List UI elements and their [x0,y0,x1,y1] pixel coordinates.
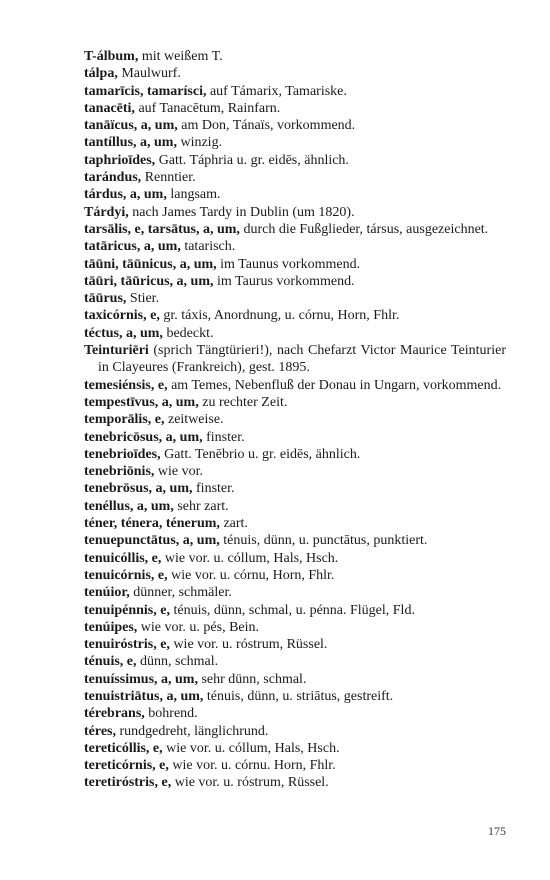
entry-definition: zeitweise. [164,412,224,428]
entry-definition: rundgedreht, länglichrund. [116,723,269,739]
entry-definition: ténuis, dünn, schmal, u. pénna. Flügel, Fld. [169,602,415,618]
entry-lemma: tanacēti, [84,100,135,116]
entry-definition: am Don, Tánaïs, vorkommend. [177,118,356,134]
dictionary-entry [84,342,506,377]
entry-lemma: téner, ténera, ténerum, [84,516,220,532]
dictionary-entry [84,186,506,203]
entry-lemma: tenebrioīdes, [84,446,161,462]
entry-lemma: tenebriōnis, [84,464,155,480]
entry-lemma: tantíllus, a, um, [84,135,177,151]
dictionary-entry [84,515,506,532]
entry-lemma: tāūrus, [84,291,127,307]
dictionary-entry [84,290,506,307]
dictionary-entry [84,394,506,411]
dictionary-entry [84,429,506,446]
dictionary-entry [84,152,506,169]
dictionary-entry [84,377,506,394]
dictionary-entry [84,619,506,636]
entry-definition: durch die Fußglieder, társus, ausgezeichnet. [239,221,489,237]
entry-lemma: temesiénsis, e, [84,377,168,393]
dictionary-entry [84,273,506,290]
entry-definition: wie vor. u. pés, Bein. [137,619,260,635]
entry-definition: wie vor. u. córnu. Horn, Fhlr. [168,758,336,774]
dictionary-entry [84,774,506,791]
dictionary-entry [84,480,506,497]
entry-lemma: téres, [84,723,116,739]
entry-definition: auf Tanacētum, Rainfarn. [134,100,281,116]
entry-lemma: tenuicóllis, e, [84,550,162,566]
dictionary-entry [84,532,506,549]
entry-lemma: tenuepunctātus, a, um, [84,533,220,549]
entry-lemma: térebrans, [84,706,145,722]
dictionary-entry [84,325,506,342]
entry-lemma: tāūri, tāūricus, a, um, [84,273,214,289]
entry-lemma: tenuíssimus, a, um, [84,671,198,687]
entry-definition: wie vor. u. cóllum, Hals, Hsch. [161,550,339,566]
dictionary-entry [84,134,506,151]
dictionary-entry [84,65,506,82]
dictionary-entry [84,636,506,653]
entry-lemma: tenuistriātus, a, um, [84,688,204,704]
entry-definition: dünn, schmal. [136,654,219,670]
entry-definition: finster. [202,429,245,445]
entry-lemma: tenuipénnis, e, [84,602,170,618]
dictionary-entry [84,671,506,688]
entry-definition: sehr dünn, schmal. [197,671,307,687]
entry-lemma: tamarīcis, tamarísci, [84,83,207,99]
entry-lemma: tenéllus, a, um, [84,498,174,514]
entry-definition: am Temes, Nebenfluß der Donau in Ungarn, vorkommend. [167,377,502,393]
entry-lemma: tenebricōsus, a, um, [84,429,203,445]
dictionary-entry [84,446,506,463]
entry-list [84,48,506,792]
entry-lemma: temporālis, e, [84,412,165,428]
entry-lemma: tempestīvus, a, um, [84,394,199,410]
entry-definition: Renntier. [141,170,196,186]
dictionary-entry [84,498,506,515]
entry-definition: wie vor. u. cóllum, Hals, Hsch. [162,740,340,756]
entry-definition: dünner, schmäler. [129,585,232,601]
dictionary-entry [84,100,506,117]
entry-lemma: T-álbum, [84,49,139,64]
entry-lemma: tarándus, [84,170,142,186]
entry-definition: bedeckt. [162,325,214,341]
entry-definition: Gatt. Tenēbrio u. gr. eidēs, ähnlich. [160,446,361,462]
entry-lemma: teretiróstris, e, [84,775,172,791]
entry-lemma: tálpa, [84,66,118,82]
entry-definition: ténuis, dünn, u. striātus, gestreift. [203,688,394,704]
entry-lemma: tereticórnis, e, [84,758,169,774]
entry-definition: Stier. [126,291,160,307]
dictionary-entry [84,723,506,740]
entry-definition: auf Támarix, Tamariske. [206,83,347,99]
entry-lemma: tenuiróstris, e, [84,637,170,653]
entry-lemma: ténuis, e, [84,654,137,670]
entry-lemma: tenebrōsus, a, um, [84,481,193,497]
entry-lemma: tenuicórnis, e, [84,567,168,583]
dictionary-entry [84,83,506,100]
dictionary-entry [84,688,506,705]
entry-lemma: téctus, a, um, [84,325,163,341]
entry-definition: tatarisch. [180,239,236,255]
dictionary-entry [84,550,506,567]
entry-definition: nach James Tardy in Dublin (um 1820). [128,204,355,220]
dictionary-entry [84,740,506,757]
page-number: 175 [488,824,506,838]
dictionary-entry [84,256,506,273]
entry-lemma: tatāricus, a, um, [84,239,181,255]
dictionary-entry [84,653,506,670]
entry-definition: zart. [219,516,248,532]
entry-definition: finster. [192,481,235,497]
dictionary-entry [84,757,506,774]
dictionary-entry [84,463,506,480]
entry-lemma: tenúipes, [84,619,138,635]
dictionary-entry [84,117,506,134]
entry-definition: Maulwurf. [117,66,181,82]
entry-definition: wie vor. u. córnu, Horn, Fhlr. [167,567,335,583]
entry-lemma: taxicórnis, e, [84,308,160,324]
dictionary-page [84,48,506,792]
entry-definition: (sprich Tängtürieri!), nach Chefarzt Victor Maurice Teinturier in Clayeures (Frankreich), gest. 1895. [98,343,506,376]
entry-definition: ténuis, dünn, u. punctātus, punktiert. [219,533,428,549]
entry-lemma: tāūni, tāūnicus, a, um, [84,256,217,272]
entry-definition: wie vor. u. róstrum, Rüssel. [171,775,329,791]
entry-definition: sehr zart. [173,498,229,514]
entry-definition: winzig. [176,135,223,151]
dictionary-entry [84,48,506,65]
entry-definition: langsam. [166,187,221,203]
entry-definition: Gatt. Táphria u. gr. eidēs, ähnlich. [155,152,349,168]
dictionary-entry [84,221,506,238]
entry-definition: im Taunus vorkommend. [216,256,361,272]
entry-definition: im Taurus vorkommend. [213,273,355,289]
entry-lemma: Teinturiēri [84,343,149,359]
dictionary-entry [84,584,506,601]
entry-lemma: tenúior, [84,585,130,601]
dictionary-entry [84,307,506,324]
dictionary-entry [84,602,506,619]
entry-definition: wie vor. [154,464,203,480]
entry-definition: bohrend. [144,706,198,722]
entry-definition: wie vor. u. róstrum, Rüssel. [169,637,328,653]
dictionary-entry [84,238,506,255]
entry-lemma: tanāïcus, a, um, [84,118,178,134]
dictionary-entry [84,567,506,584]
entry-definition: zu rechter Zeit. [198,394,288,410]
entry-definition: gr. táxis, Anordnung, u. córnu, Horn, Fhlr. [159,308,400,324]
dictionary-entry [84,169,506,186]
entry-lemma: Tárdyi, [84,204,129,220]
entry-lemma: tarsālis, e, tarsātus, a, um, [84,221,240,237]
entry-lemma: tárdus, a, um, [84,187,167,203]
entry-definition: mit weißem T. [138,49,223,64]
dictionary-entry [84,705,506,722]
entry-lemma: taphrioīdes, [84,152,156,168]
dictionary-entry [84,411,506,428]
entry-lemma: tereticóllis, e, [84,740,163,756]
dictionary-entry [84,204,506,221]
